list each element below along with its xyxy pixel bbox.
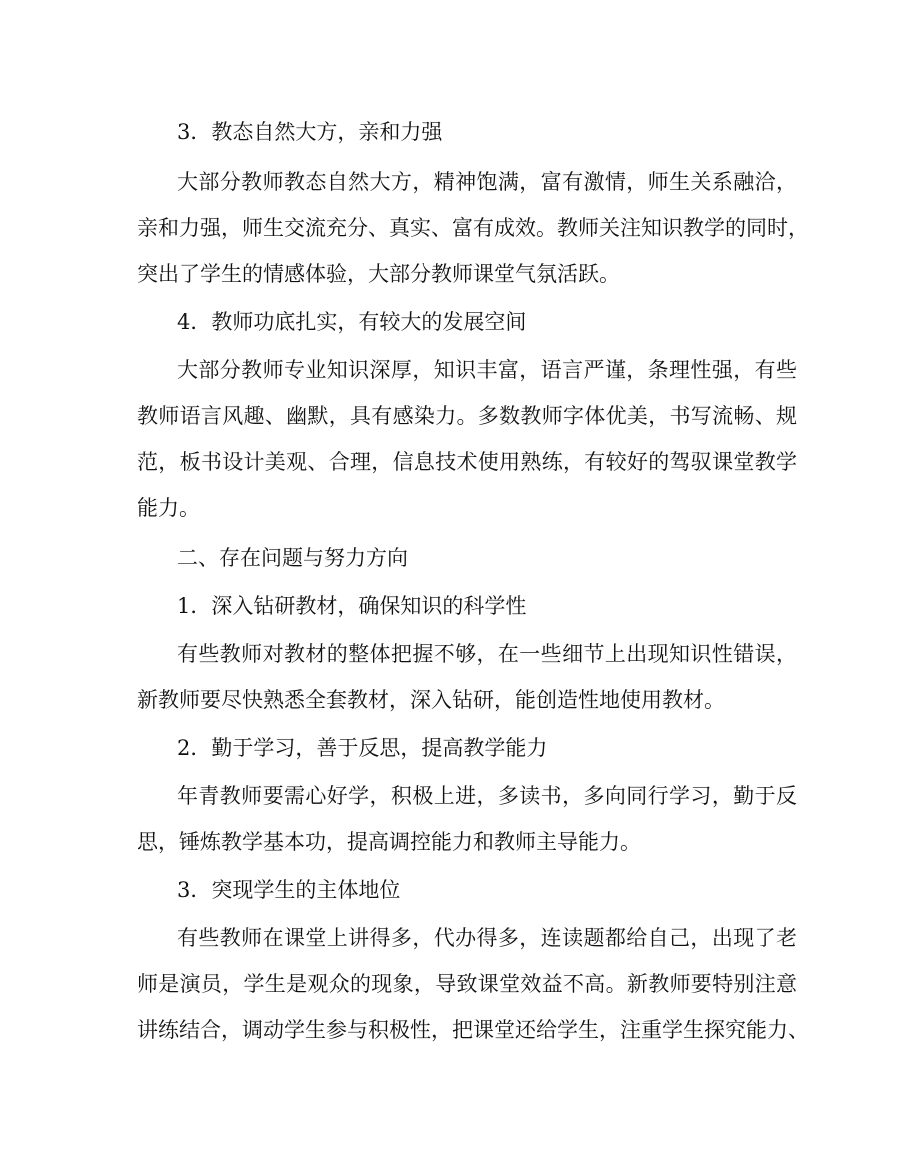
section-heading: 1．深入钻研教材，确保知识的科学性: [177, 594, 527, 618]
section-heading: 3．教态自然大方，亲和力强: [177, 120, 443, 144]
paragraph-line: 范，板书设计美观、合理，信息技术使用熟练，有较好的驾驭课堂教学: [137, 450, 797, 474]
section-heading: 二、存在问题与努力方向: [177, 546, 408, 570]
paragraph-line: 讲练结合，调动学生参与积极性，把课堂还给学生，注重学生探究能力、: [137, 1018, 809, 1042]
paragraph-line: 新教师要尽快熟悉全套教材，深入钻研，能创造性地使用教材。: [137, 688, 725, 712]
paragraph-line: 教师语言风趣、幽默，具有感染力。多数教师字体优美，书写流畅、规: [137, 404, 797, 428]
paragraph-line: 大部分教师专业知识深厚，知识丰富，语言严谨，条理性强，有些: [177, 358, 797, 382]
section-heading: 4．教师功底扎实，有较大的发展空间: [177, 310, 527, 334]
paragraph-line: 亲和力强，师生交流充分、真实、富有成效。教师关注知识教学的同时，: [137, 216, 809, 240]
paragraph-line: 思，锤炼教学基本功，提高调控能力和教师主导能力。: [137, 830, 641, 854]
section-heading: 3．突现学生的主体地位: [177, 878, 401, 902]
paragraph-line: 突出了学生的情感体验，大部分教师课堂气氛活跃。: [137, 262, 620, 286]
paragraph-line: 大部分教师教态自然大方，精神饱满，富有激情，师生关系融洽，: [177, 170, 797, 194]
paragraph-line: 师是演员，学生是观众的现象，导致课堂效益不高。新教师要特别注意: [137, 972, 797, 996]
section-heading: 2．勤于学习，善于反思，提高教学能力: [177, 736, 548, 760]
paragraph-line: 有些教师在课堂上讲得多，代办得多，连读题都给自己，出现了老: [177, 926, 797, 950]
paragraph-line: 能力。: [137, 496, 200, 520]
paragraph-line: 年青教师要需心好学，积极上进，多读书，多向同行学习，勤于反: [177, 784, 797, 808]
paragraph-line: 有些教师对教材的整体把握不够，在一些细节上出现知识性错误，: [177, 642, 797, 666]
